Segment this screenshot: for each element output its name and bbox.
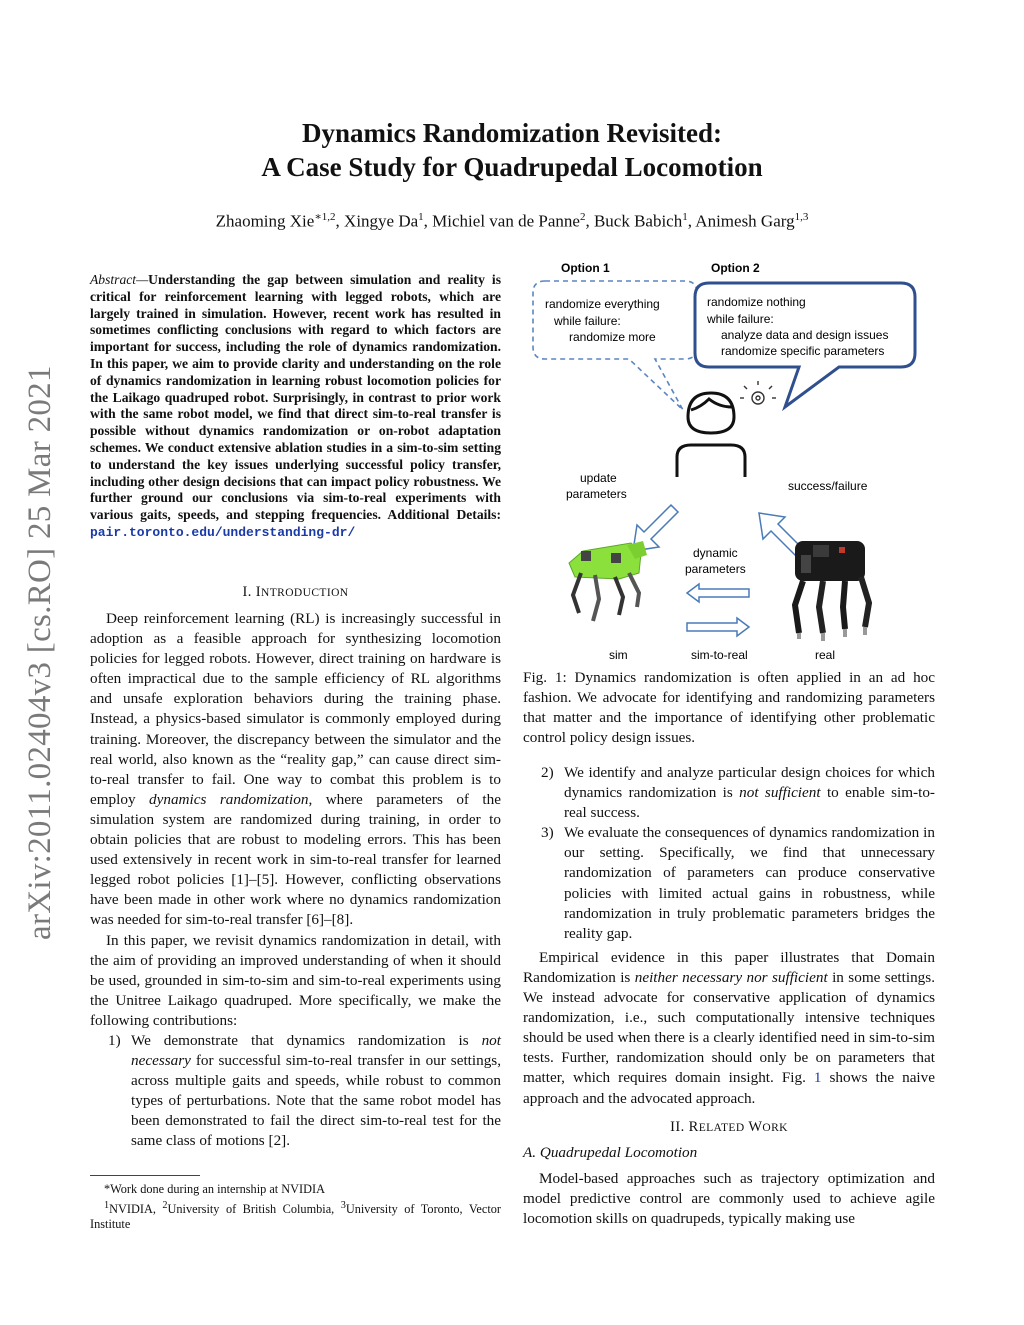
section-title-rest: ORK (762, 1122, 788, 1134)
list-item (523, 763, 935, 823)
person-icon (677, 393, 745, 477)
bubble-1-line: randomize more (569, 330, 656, 344)
figure-1-diagram (523, 255, 935, 665)
contribution-list-continued (523, 763, 935, 1109)
arxiv-identifier: arXiv:2011.02404v3 [cs.RO] 25 Mar 2021 (22, 365, 58, 940)
author-name: Xingye Da (344, 211, 419, 231)
intro-paragraph-1 (90, 609, 501, 931)
author-name: Michiel van de Panne (432, 211, 580, 231)
author-affiliation: ∗1,2 (314, 211, 336, 223)
list-emphasis: not necessary (131, 1031, 501, 1070)
affil-mark: 1 (104, 1199, 110, 1211)
real-label: real (815, 648, 836, 662)
update-label: parameters (566, 487, 627, 501)
empirical-paragraph (523, 948, 935, 1109)
abstract (90, 272, 501, 542)
related-paragraph-1: Model-based approaches such as trajectory optimization and model predictive control are commonly used to achieve agile locomotion skills on quadrupeds, typically making use (523, 1170, 935, 1228)
option-2-bubble (695, 283, 915, 407)
author-list: Zhaoming Xie$^{∗1,2}$, Xingye Da$^1$, Michiel van de Panne$^2$, Buck Babich$^1$, Animesh Garg$^{1,3}$ (215, 211, 809, 231)
arrow-real-to-sim-icon (687, 584, 749, 602)
footnotes (90, 1182, 501, 1233)
affil-mark: 3 (340, 1199, 346, 1211)
contribution-list (523, 763, 935, 944)
bubble-2-line: randomize nothing (707, 295, 806, 309)
success-failure-label: success/failure (788, 479, 868, 493)
affil-mark: 2 (162, 1199, 168, 1211)
intro-emphasis: dynamics randomization (149, 790, 309, 808)
list-item (90, 1031, 501, 1152)
author-affiliation: 1 (682, 211, 688, 223)
section-title-rest: ELATED (698, 1122, 745, 1134)
author-affiliation: 2 (579, 211, 586, 223)
paper-title-line-2: A Case Study for Quadrupedal Locomotion (261, 152, 763, 182)
intro-text: , where parameters of the simulation system are randomized during training, in order to obtain policies that are robust to modeling errors. This has been used extensively in recent work in sim-to-real transfer for learned legged robot policies [1]–[5]. However, conflicting observations have been made in other work where no dynamics randomization was needed for sim-to-real transfer [6]–[8]. (90, 790, 501, 929)
paragraph-text: in some settings. We instead advocate for conservative application of dynamics randomization, i.e., such computationally intensive techniques should be used when there is a clearly identified need in sim-to-sim tests. Further, randomization should only be on parameters that matter, which requires domain insight. Fig. (523, 968, 935, 1087)
footnote-internship: *Work done during an internship at NVIDIA (104, 1182, 325, 1196)
dynamic-label: dynamic (693, 546, 738, 560)
paragraph-text: shows the naive approach and the advocated approach. (523, 1069, 935, 1107)
intro-text: Deep reinforcement learning (RL) is increasingly successful in adoption as a feasible approach for synthesizing locomotion policies for legged robots. However, direct training on hardware is often impractical due to the sample efficiency of RL algorithms and unsafe exploration behaviors during the training phase. Instead, a physics-based simulator is commonly employed during training. Moreover, the discrepancy between the simulator and the real world, also known as the “reality gap,” can cause direct sim-to-real transfer to fail. One way to combat this problem is to employ (90, 610, 501, 808)
paragraph-emphasis: neither necessary nor sufficient (634, 968, 828, 986)
bubble-2-line: while failure: (707, 312, 774, 326)
list-number: 2) (541, 764, 554, 781)
contribution-list (90, 1031, 501, 1152)
list-emphasis: not sufficient (739, 784, 821, 802)
author-affiliation: 1,3 (794, 211, 809, 223)
arrow-sim-to-real-icon (687, 618, 749, 636)
paragraph-text: Empirical evidence in this paper illustrates that Domain Randomization is (523, 948, 935, 986)
affil-text: University of Toronto, Vector Institute (90, 1201, 501, 1232)
footnote-divider (90, 1175, 200, 1176)
project-link[interactable]: pair.toronto.edu/understanding-dr/ (90, 524, 356, 540)
list-text: We evaluate the consequences of dynamics randomization in our setting. Specifically, we find that unnecessary randomization of parameters can produce conservative policies with limited actual gains in robustness, while randomization in truly problematic parameters bridges the reality gap. (564, 824, 935, 942)
list-number: 3) (541, 824, 554, 842)
sim-to-real-label: sim-to-real (691, 648, 748, 662)
author-name: Animesh Garg (695, 211, 795, 231)
option-1-bubble (533, 281, 697, 410)
option-1-label: Option 1 (561, 261, 610, 275)
real-robot-image (795, 541, 869, 641)
lightbulb-icon (740, 381, 776, 404)
section-heading-related-work (523, 1119, 935, 1136)
intro-paragraph-2: In this paper, we revisit dynamics randomization in detail, with the aim of providing an improved understanding of when it should be used, grounded in sim-to-sim and sim-to-real experiments using the Unitree Laikago quadruped. More specifically, we make the following contributions: (90, 931, 501, 1029)
sim-robot-image (569, 541, 647, 621)
figure-reference-link[interactable]: 1 (813, 1069, 822, 1087)
section-number: II. (670, 1119, 685, 1135)
introduction-body (90, 609, 501, 1152)
bubble-2-line: randomize specific parameters (721, 344, 885, 358)
sim-label: sim (609, 648, 628, 662)
author-affiliation: 1 (418, 211, 424, 223)
bubble-1-line: while failure: (554, 314, 621, 328)
update-label: update (580, 471, 617, 485)
section-title-initial: R (688, 1119, 699, 1135)
list-text: for successful sim-to-real transfer in our settings, across multiple gaits and speeds, while robust to common types of perturbations. Note that the same robot model has been demonstrated to fail the direct sim-to-real test for the same class of motions [2]. (131, 1052, 501, 1150)
list-text: We identify and analyze particular design choices for which dynamics randomization is (564, 764, 935, 802)
list-text: We demonstrate that dynamics randomization is (131, 1031, 482, 1049)
section-title-initial: W (748, 1119, 763, 1135)
footnote-affiliations (90, 1198, 501, 1233)
dynamic-label: parameters (685, 562, 746, 576)
list-number: 1) (108, 1031, 121, 1049)
author-name: Zhaoming Xie (215, 211, 315, 231)
section-heading-introduction (90, 584, 501, 601)
related-work-body (523, 1169, 935, 1229)
section-number: I. (242, 584, 252, 600)
section-title-rest: NTRODUCTION (261, 587, 349, 599)
option-2-label: Option 2 (711, 261, 760, 275)
section-title-initial: I (255, 584, 262, 600)
affil-text: NVIDIA, (109, 1201, 163, 1216)
bubble-1-line: randomize everything (545, 297, 660, 311)
abstract-text: Understanding the gap between simulation and reality is critical for reinforcement learning with legged robots, which are largely trained in simulation. However, recent work has resulted in sometimes conflicting conclusions with regard to which factors are important for success, including the role of dynamics randomization. In this paper, we aim to provide clarity and understanding on the role of dynamics randomization in learning robust locomotion policies for the Laikago quadruped robot. Surprisingly, in contrast to prior work with the same robot model, we find that direct sim-to-real transfer is possible without dynamics randomization or on-robot adaptation schemes. We conduct extensive ablation studies in a sim-to-sim setting to understand the key issues underlying successful policy transfer, including other design decisions that can impact policy robustness. We further ground our conclusions via sim-to-real experiments with various gaits, speeds, and stepping frequencies. Additional Details: (90, 272, 501, 523)
subsection-heading: A. Quadrupedal Locomotion (523, 1144, 698, 1161)
abstract-lead: Abstract— (90, 272, 149, 287)
figure-1-caption: Fig. 1: Dynamics randomization is often applied in an ad hoc fashion. We advocate for identifying and randomizing parameters that matter and the importance of identifying other problematic control policy design issues. (523, 669, 935, 747)
author-name: Buck Babich (593, 211, 683, 231)
paper-title-line-1: Dynamics Randomization Revisited: (302, 118, 722, 148)
list-item (523, 823, 935, 944)
affil-text: University of British Columbia, (167, 1201, 341, 1216)
list-text: to enable sim-to-real success. (564, 784, 935, 822)
bubble-2-line: analyze data and design issues (721, 328, 889, 342)
